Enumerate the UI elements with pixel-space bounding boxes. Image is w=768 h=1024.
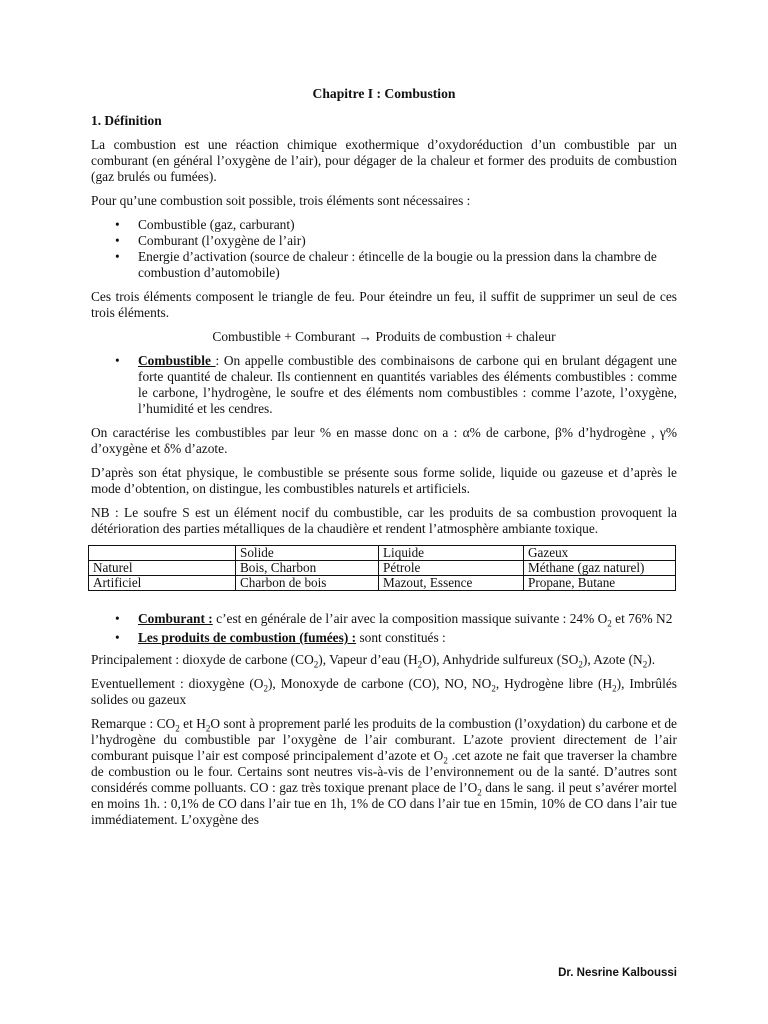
fire-triangle-paragraph: Ces trois éléments composent le triangle de feu. Pour éteindre un feu, il suffit de supprimer un seul de ces trois éléments. [91, 289, 677, 320]
eventual-products-paragraph: Eventuellement : dioxygène $(O_2)$, Monoxyde de carbone (CO), NO, $NO_2$, Hydrogène libre $(H_2)$, Imbrûlés solides ou gazeux [91, 676, 677, 707]
list-item: • Energie d’activation (source de chaleur : étincelle de la bougie ou la pression dans la chambre de combustion d’automobile) [115, 249, 657, 280]
combustible-list [91, 353, 677, 417]
combustibles-table [88, 545, 676, 591]
table-row [89, 561, 676, 576]
table-cell: Liquide [379, 546, 524, 561]
comburant-produits-list [91, 611, 677, 646]
nb-paragraph: NB : Le soufre S est un élément nocif du combustible, car les produits de sa combustion provoquent la détérioration des parties métalliques de la chaudière et rendent l’atmosphère ambiante toxique. [91, 505, 677, 536]
table-cell: Artificiel [89, 576, 236, 591]
physical-state-paragraph: D’après son état physique, le combustible se présente sous forme solide, liquide ou gazeuse et d’après le mode d’obtention, on distingue, les combustibles naturels et artificiels. [91, 465, 677, 496]
bullet-icon: • [115, 217, 120, 232]
list-item-comburant: • Comburant : c’est en générale de l’air avec la composition massique suivante : 24% $O_2$ et 76% N2 [115, 611, 673, 629]
definition-paragraph: La combustion est une réaction chimique exothermique d’oxydoréduction d’un combustible par un comburant (en général l’oxygène de l’air), pour dégager de la chaleur et former des produits de combustion (gaz brulés ou fumées). [91, 137, 677, 184]
bullet-icon: • [115, 611, 120, 626]
section-heading-definition: 1. Définition [91, 113, 162, 128]
author-footer: Dr. Nesrine Kalboussi [558, 967, 677, 979]
list-item-produits: • Les produits de combustion (fumées) : sont constitués : [115, 630, 446, 645]
table-header-row [89, 546, 676, 561]
list-item: • Comburant (l’oxygène de l’air) [115, 233, 306, 248]
table-cell: Bois, Charbon [236, 561, 379, 576]
table-cell: Mazout, Essence [379, 576, 524, 591]
characterization-paragraph: On caractérise les combustibles par leur % en masse donc on a : α% de carbone, β% d’hydrogène , γ% d’oxygène et δ% d’azote. [91, 425, 677, 456]
table-cell: Méthane (gaz naturel) [524, 561, 676, 576]
table-cell: Gazeux [524, 546, 676, 561]
term-comburant: Comburant : [138, 611, 213, 626]
combustion-equation: Combustible + Comburant → Produits de combustion + chaleur [212, 329, 556, 344]
chapter-title: Chapitre I : Combustion [312, 86, 456, 101]
bullet-icon: • [115, 233, 120, 248]
principal-products-paragraph: Principalement : dioxyde de carbone $(CO_2)$, Vapeur d’eau $(H_2O)$, Anhydride sulfureux $(SO_2)$, Azote $(N_2)$. [91, 652, 656, 670]
bullet-icon: • [115, 249, 120, 264]
term-produits: Les produits de combustion (fumées) : [138, 630, 357, 645]
bullet-icon: • [115, 353, 120, 368]
remark-paragraph: Remarque : $CO_2$ et $H_2O$ sont à proprement parlé les produits de la combustion (l’oxydation) du carbone et de l’hydrogène du combustible par l’oxygène de l’air comburant. L’azote provient directement de l’air comburant puisque l’air est composé principalement d’azote et $O_2$ .cet azote ne fait que traverser la chambre de combustion ou le four. Certains sont neutres vis-à-vis de l’environnement ou de la santé. D’autres sont considérés comme polluants. CO : gaz très toxique prenant place de $l’O_2$ dans le sang. il peut s’avérer mortel en moins 1h. : 0,1% de CO dans l’air tue en 1h, 1% de CO dans l’air tue en 15min, 10% de CO dans l’air tue immédiatement. L’oxygène des [91, 716, 678, 827]
list-item-combustible: • Combustible : On appelle combustible des combinaisons de carbone qui en brulant dégagent une forte quantité de chaleur. Ils contiennent en quantités variables des éléments combustibles : comme le carbone, l’hydrogène, le soufre et des éléments nom combustibles : comme l’azote, l’oxygène, l’humidité et les cendres. [115, 353, 678, 416]
conditions-intro: Pour qu’une combustion soit possible, trois éléments sont nécessaires : [91, 193, 471, 208]
conditions-list [91, 217, 677, 281]
table-cell: Solide [236, 546, 379, 561]
table-row [89, 576, 676, 591]
table-cell: Naturel [89, 561, 236, 576]
table-cell: Pétrole [379, 561, 524, 576]
table-cell: Propane, Butane [524, 576, 676, 591]
table-cell [89, 546, 236, 561]
list-item: • Combustible (gaz, carburant) [115, 217, 295, 232]
term-combustible: Combustible [138, 353, 216, 368]
bullet-icon: • [115, 630, 120, 645]
table-cell: Charbon de bois [236, 576, 379, 591]
